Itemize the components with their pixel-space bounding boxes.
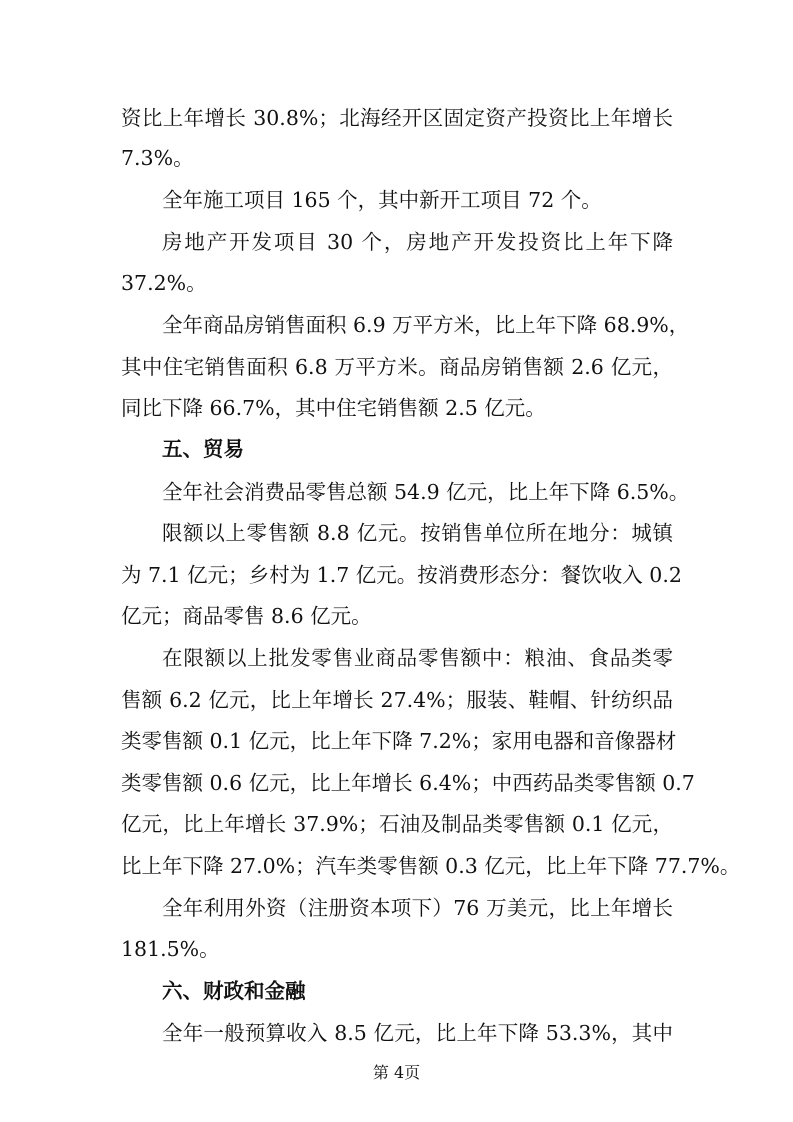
text-line: 全年一般预算收入 8.5 亿元，比上年下降 53.3%，其中 xyxy=(162,1021,673,1045)
text-line: 全年施工项目 165 个，其中新开工项目 72 个。 xyxy=(162,188,602,212)
text-line: 资比上年增长 30.8%；北海经开区固定资产投资比上年增长 xyxy=(121,106,673,130)
text-line: 在限额以上批发零售业商品零售额中：粮油、食品类零 xyxy=(162,646,673,670)
text-line: 全年利用外资（注册资本项下）76 万美元，比上年增长 xyxy=(162,896,673,920)
text-line: 全年商品房销售面积 6.9 万平方米，比上年下降 68.9%， xyxy=(162,313,690,337)
text-line: 7.3%。 xyxy=(121,146,194,170)
page-number: 第 4页 xyxy=(372,1063,421,1082)
text-line: 37.2%。 xyxy=(121,271,207,295)
text-line: 亿元；商品零售 8.6 亿元。 xyxy=(121,604,372,628)
text-line: 亿元，比上年增长 37.9%；石油及制品类零售额 0.1 亿元， xyxy=(121,812,673,836)
text-line: 其中住宅销售面积 6.8 万平方米。商品房销售额 2.6 亿元， xyxy=(121,355,673,379)
text-line: 类零售额 0.6 亿元，比上年增长 6.4%；中西药品类零售额 0.7 xyxy=(121,771,695,795)
text-line: 181.5%。 xyxy=(121,937,220,961)
text-line: 为 7.1 亿元；乡村为 1.7 亿元。按消费形态分：餐饮收入 0.2 xyxy=(121,563,682,587)
text-line: 限额以上零售额 8.8 亿元。按销售单位所在地分：城镇 xyxy=(162,521,673,545)
text-line: 全年社会消费品零售总额 54.9 亿元，比上年下降 6.5%。 xyxy=(162,480,690,504)
text-line: 比上年下降 27.0%；汽车类零售额 0.3 亿元，比上年下降 77.7%。 xyxy=(121,854,741,878)
text-line: 房地产开发项目 30 个，房地产开发投资比上年下降 xyxy=(162,230,673,254)
text-line: 同比下降 66.7%，其中住宅销售额 2.5 亿元。 xyxy=(121,396,546,420)
text-line: 类零售额 0.1 亿元，比上年下降 7.2%；家用电器和音像器材 xyxy=(121,729,677,753)
section-heading: 五、贸易 xyxy=(162,437,244,461)
section-heading: 六、财政和金融 xyxy=(162,979,306,1003)
text-line: 售额 6.2 亿元，比上年增长 27.4%；服装、鞋帽、针纺织品 xyxy=(121,688,673,712)
